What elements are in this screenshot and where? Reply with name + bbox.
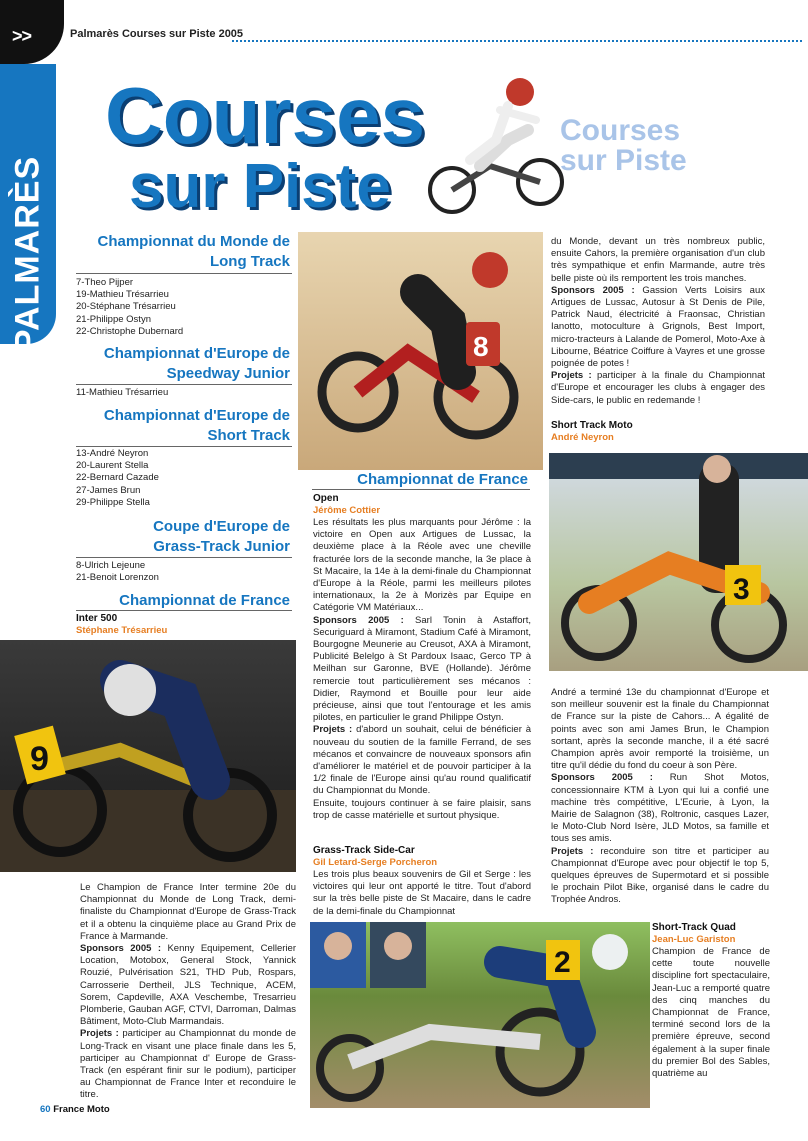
rider-number: 8 xyxy=(473,331,489,362)
category-title-inter: Inter 500 xyxy=(76,613,118,624)
title-ghost-line-1: Courses xyxy=(560,114,681,147)
page-number: 60 xyxy=(40,1104,51,1115)
short-track-article: André a terminé 13e du championnat d'Europe et son meilleur souvenir est la finale du Championnat de France sur la piste de Cahors... A égalité de points avec son ami James Brun, le Champion sortant, après la seconde manche, il a été sacré Champion après avoir remporté la troisième, un titre qu'il dédie du fond du coeur à son Père. Sponsors 2005 : Run Shot Motos, concessionnaire KTM à Lyon qui lui a confié une machine très compétitive, L'Ecurie, à Lyon, la Mairie de Salagnon (38), Roltronic, casques Lazer, le Moto-Club Nord Isère, JLD Motos, sa famille et tous ses amis. Projets : reconduire son titre et participer au Championnat d'Europe avec pour objectif le top 5, quelques épreuves de Supermotard et si possible le prochain Pilot Bike, organisé dans le cadre du Trophée Andros. xyxy=(551,687,769,906)
category-title-open: Open xyxy=(313,493,339,504)
list-item: 8-Ulrich Lejeune xyxy=(76,560,146,571)
results-list-short-track xyxy=(76,448,159,509)
heading-grass-track-junior: Coupe d'Europe de Grass-Track Junior xyxy=(153,518,290,555)
title-ghost xyxy=(560,116,687,176)
sidecar-number: 2 xyxy=(554,946,571,979)
inter-article: Le Champion de France Inter termine 20e du Championnat du Monde de Long Track, demi-finaliste du Championnat d'Europe de Grass-Track et il a obtenu la cinquième place au Grand Prix de France à Marmande. Sponsors 2005 : Kenny Equipement, Cellerier Location, Motobox, General Stock, Yannick Rouzié, Pulvérisation S21, THD Pub, Rospars, Carrosserie Dertheil, JLS Technique, ACEM, Sorem, Capdeville, AXA Veschembe, Tresarrieu Plomberie, Gauban AGF, CTVI, Darroman, Dalmas Bâtiment, Moto-Club Marmandais. Projets : participer au Championnat du monde de Long-Track en visant une place finale dans les 5, participer au Championnat d' Europe de Grass-Track (en espérant finir sur le podium), participer au Championnat de France Inter et reconduire le titre. xyxy=(80,882,296,1101)
page-footer xyxy=(40,1104,110,1115)
heading-short-track: Championnat d'Europe de Short Track xyxy=(103,407,290,444)
list-item: 21-Philippe Ostyn xyxy=(76,313,151,325)
heading-france-inter: Championnat de France xyxy=(119,592,290,609)
header-divider xyxy=(232,40,802,42)
divider xyxy=(76,446,292,447)
divider xyxy=(312,489,530,490)
results-list-grass-track xyxy=(76,560,159,584)
quad-article: Champion de France de cette toute nouvelle discipline fort spectaculaire, Jean-Luc a remporté quatre des cinq manches du Championnat de France, terminé second lors de la première épreuve, second également à la super finale du premier Bol des Sables, quatrième au xyxy=(652,946,770,1080)
title-ghost-line-2: sur Piste xyxy=(560,144,687,177)
list-item: 11-Mathieu Trésarrieu xyxy=(76,387,169,398)
list-item: 22-Bernard Cazade xyxy=(76,472,159,484)
page-title xyxy=(105,71,426,221)
list-item: 22-Christophe Dubernard xyxy=(76,325,184,337)
sidecar-article: Les trois plus beaux souvenirs de Gil et Serge : les victoires qui leur ont apporté le titre. Tout d'abord sur la très belle piste de St Macaire, dans le cadre de la demi-finale du Championnat xyxy=(313,869,531,917)
divider xyxy=(76,273,292,274)
results-list-long-track xyxy=(76,277,183,338)
photo-sidecar xyxy=(310,922,650,1108)
divider xyxy=(76,557,292,558)
list-item: 27-James Brun xyxy=(76,484,141,496)
rider-name-short-track: André Neyron xyxy=(551,432,614,443)
section-label: PALMARÈS xyxy=(8,155,47,353)
list-item: 20-Laurent Stella xyxy=(76,460,149,472)
category-title-sidecar: Grass-Track Side-Car xyxy=(313,845,415,856)
title-line-2: sur Piste xyxy=(129,152,391,221)
corner-badge xyxy=(0,0,64,64)
rider-name-sidecar: Gil Letard-Serge Porcheron xyxy=(313,857,438,868)
rider-name-quad: Jean-Luc Gariston xyxy=(652,934,736,945)
running-title: Palmarès Courses sur Piste 2005 xyxy=(70,28,244,40)
section-tab xyxy=(0,64,56,353)
chevron-icon: >> xyxy=(12,26,32,46)
heading-world-long-track: Championnat du Monde de Long Track xyxy=(97,233,290,270)
photo-open-rider xyxy=(298,232,543,470)
heading-speedway-junior: Championnat d'Europe de Speedway Junior xyxy=(103,345,290,382)
list-item: 21-Benoit Lorenzon xyxy=(76,572,159,584)
results-list-speedway xyxy=(76,387,168,399)
jumping-rider-illustration xyxy=(400,70,570,220)
rider-number: 3 xyxy=(733,573,750,606)
list-item: 7-Theo Pijper xyxy=(76,277,134,288)
list-item: 13-André Neyron xyxy=(76,448,149,459)
divider xyxy=(76,384,292,385)
list-item: 19-Mathieu Trésarrieu xyxy=(76,289,169,301)
title-line-1: Courses xyxy=(105,71,426,160)
magazine-name: France Moto xyxy=(53,1104,110,1115)
category-title-quad: Short-Track Quad xyxy=(652,922,736,933)
photo-short-track-rider xyxy=(549,453,808,671)
rider-name-inter: Stéphane Trésarrieu xyxy=(76,625,168,636)
list-item: 29-Philippe Stella xyxy=(76,496,150,508)
photo-inter-rider xyxy=(0,640,296,872)
divider xyxy=(76,610,292,611)
sidecar-article-continued: du Monde, devant un très nombreux public, ensuite Cahors, la première organisation d'un club très sympathique et enfin Marmande, autre très belle piste où ils remportent les trois manches. Sponsors 2005 : Gassion Verts Loisirs aux Artigues de Lussac, Autosur à St Denis de Pile, Patrick Naud, électricité à Fraonsac, Christian Ianotto, motoculture à Grignols, Best Import, micro-tracteurs à Lalande de Pomerol, Moto-Axe à Libourne, Béatrice Coiffure à Vayres et une grosse poignée de potes ! Projets : participer à la finale du Championnat d'Europe et encourager les clubs à engager des Side-cars, le public en redemande ! xyxy=(551,236,766,406)
rider-number: 9 xyxy=(30,740,49,778)
category-title-short-track: Short Track Moto xyxy=(551,420,633,431)
open-article: Les résultats les plus marquants pour Jérôme : la victoire en Open aux Artigues de Lussac, la deuxième place à la Réole avec une cheville fracturée lors de la seconde manche, la 3e place à St Macaire, la 14e à la demi-finale du Championnat d'Europe à la Réole, parmi les meilleurs pilotes internationaux, la 2e à Morizès par Equipe en Catégorie VM Matériaux... Sponsors 2005 : Sarl Tonin à Astaffort, Securiguard à Miramont, Stadium Café à Miramont, Bourgogne Meunerie au Creusot, AXA à Miramont, Publicité Belelgo à St Pardoux Isaac, Gerco TP à Meilhan sur Garonne, BVE (Hollande). Jérôme remercie tout particulièrement ses mécanos : Didier, Raymond et Bouille pour leur aide précieuse, ainsi que tout l'entourage et les amis pilotes, en particulier le grand Philippe Ostyn. Projets : d'abord un souhait, celui de bénéficier à nouveau du soutien de la famille Ferrand, de ses mécanos et convaincre de nouveaux sponsors afin d'améliorer le matériel et de pouvoir participer à la 1/2 finale de l'Europe ainsi qu'au round qualificatif du Championnat du Monde. Ensuite, toujours continuer à se faire plaisir, sans trop de casse matérielle et surtout physique. xyxy=(313,517,532,821)
rider-name-open: Jérôme Cottier xyxy=(313,505,381,516)
list-item: 20-Stéphane Trésarrieu xyxy=(76,301,176,313)
heading-france-open: Championnat de France xyxy=(357,471,528,488)
